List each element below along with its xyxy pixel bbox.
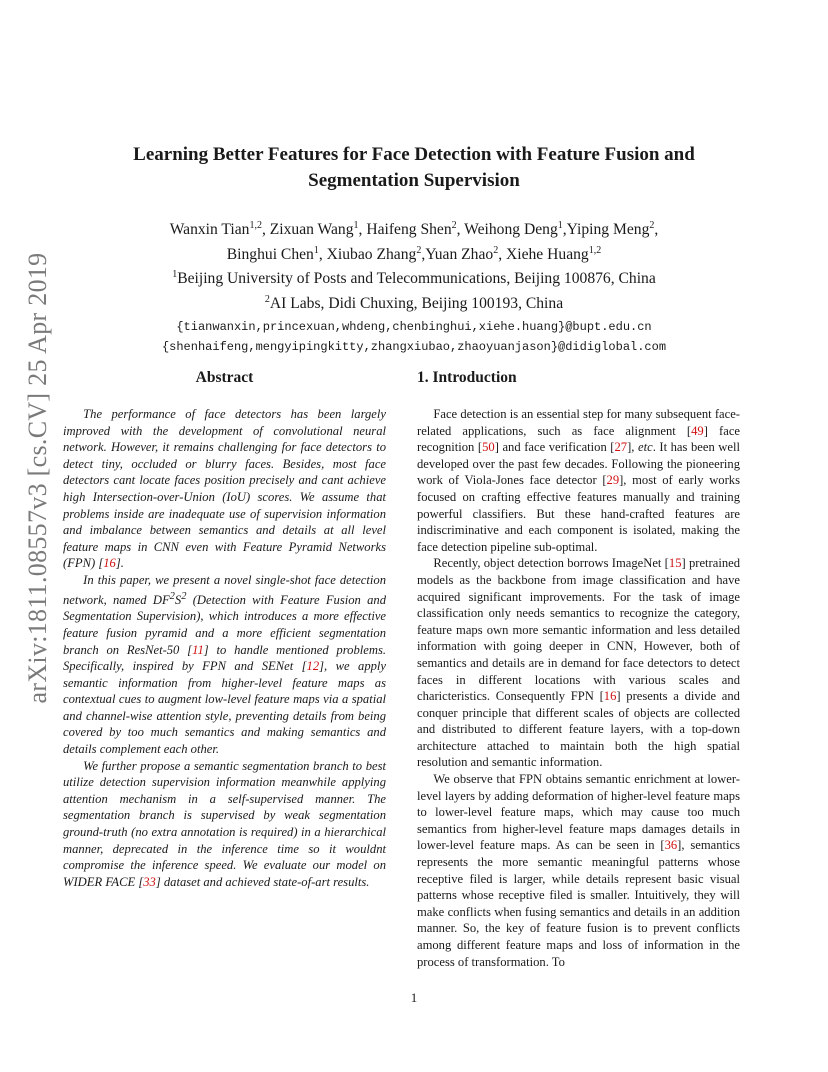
- citation-link[interactable]: 16: [603, 689, 617, 704]
- citation-link[interactable]: 12: [306, 659, 320, 674]
- author-line-1: Wanxin Tian$^{1,2}$, Zixuan Wang$^1$, Haifeng Shen$^2$, Weihong Deng$^1$,Yiping Meng$^2$,: [169, 220, 659, 239]
- intro-paragraph-2: Recently, object detection borrows ImageNet [15] pretrained models as the backbone from image classification and have acquired significant improvements. For the task of image classification only needs semantics to recognize the category, feature maps own more semantic information and less detailed information with going deeper in CNN, However, both of semantics and details are in demand for face detectors to detect faces in different locations with various scales and charicteristics. Consequently FPN [16] presents a divide and conquer principle that different scales of objects are collected and distributed to different feature layers, with a top-down architecture attached to maintain both the high spatial resolution and semantic information.: [417, 556, 740, 770]
- citation-link[interactable]: 15: [668, 556, 682, 571]
- citation-link[interactable]: 29: [606, 473, 620, 488]
- introduction-section: [417, 368, 740, 970]
- email-line-1: {tianwanxin,princexuan,whdeng,chenbinghui,xiehe.huang}@bupt.edu.cn: [176, 319, 652, 334]
- abstract-paragraph-1: The performance of face detectors has been largely improved with the development of convolutional neural network. However, it remains challenging for face detectors to detect tiny, occluded or blurry faces. Besides, most face detectors cant locate faces position precisely and cant achieve high Intersection-over-Union (IoU) scores. We assume that problems inside are inadequate use of supervision information and imbalance between semantics and details at all level feature maps in CNN even with Feature Pyramid Networks (FPN) [16].: [63, 407, 386, 571]
- citation-link[interactable]: 33: [143, 874, 156, 889]
- title-line-2: Segmentation Supervision: [308, 170, 520, 191]
- citation-link[interactable]: 36: [664, 838, 678, 853]
- title-line-1: Learning Better Features for Face Detection with Feature Fusion and: [133, 144, 695, 165]
- affiliation-2: $^2$AI Labs, Didi Chuxing, Beijing 100193, China: [264, 294, 564, 313]
- abstract-heading: Abstract: [195, 369, 254, 386]
- intro-paragraph-3: We observe that FPN obtains semantic enrichment at lower-level layers by adding deformation of higher-level feature maps to lower-level feature maps, which may cause too much semantics from higher-level feature maps damages details in lower-level feature maps. As can be seen in [36], semantics represents the more semantic meaningful patterns whose receptive filed is larger, while details represent basic visual patterns whose receptive filed is smaller. Intuitively, they will make conflicts when fusing semantics and details in an addition manner. So, the key of feature fusion is to prevent conflicts among different feature maps and loss of information in the process of transformation. To: [417, 772, 741, 969]
- arxiv-id-text: arXiv:1811.08557v3 [cs.CV] 25 Apr 2019: [23, 252, 52, 704]
- citation-link[interactable]: 16: [103, 556, 116, 571]
- abstract-paragraph-2: In this paper, we present a novel single-shot face detection network, named $DF^2S^2$ (Detection with Feature Fusion and Segmentation Supervision), which introduces a more effective feature fusion pyramid and a more efficient segmentation branch on ResNet-50 [11] to handle mentioned problems. Specifically, inspired by FPN and SENet [12], we apply semantic information from higher-level feature maps as contextual cues to augment low-level feature maps via a spatial and channel-wise attention style, preventing details from being covered by too much semantics and making semantics and details complement each other.: [63, 572, 386, 757]
- email-line-2: {shenhaifeng,mengyipingkitty,zhangxiubao,zhaoyuanjason}@didiglobal.com: [161, 339, 667, 354]
- abstract-paragraph-3: We further propose a semantic segmentation branch to best utilize detection supervision information meanwhile applying attention mechanism in a self-supervised manner. The segmentation branch is supervised by weak segmentation ground-truth (no extra annotation is required) in a hierarchical manner, deprecated in the inference time so it wouldnt compromise the inference speed. We evaluate our model on WIDER FACE [33] dataset and achieved state-of-art results.: [63, 758, 386, 889]
- citation-link[interactable]: 27: [614, 440, 628, 455]
- affiliation-1: $^1$Beijing University of Posts and Telecommunications, Beijing 100876, China: [172, 269, 656, 288]
- author-line-2: Binghui Chen$^1$, Xiubao Zhang$^2$,Yuan Zhao$^2$, Xiehe Huang$^{1,2}$: [226, 244, 602, 263]
- citation-link[interactable]: 50: [482, 440, 495, 455]
- intro-paragraph-1: Face detection is an essential step for many subsequent face-related applications, such as face alignment [49] face recognition [50] and face verification [27], etc. It has been well developed over the past few decades. Following the pioneering work of Viola-Jones face detector [29], most of early works focused on crafting effective features manually and training powerful classifiers. But these hand-crafted features are indiscriminative and each component is isolated, making the face detection pipeline sub-optimal.: [417, 407, 741, 554]
- abstract-section: [63, 368, 386, 890]
- arxiv-side-label: [18, 252, 58, 704]
- introduction-heading: 1. Introduction: [417, 369, 517, 386]
- author-block: [60, 216, 768, 357]
- citation-link[interactable]: 49: [691, 423, 704, 438]
- page-number: 1: [410, 990, 418, 1005]
- citation-link[interactable]: 11: [192, 642, 204, 657]
- paper-title: [60, 142, 768, 194]
